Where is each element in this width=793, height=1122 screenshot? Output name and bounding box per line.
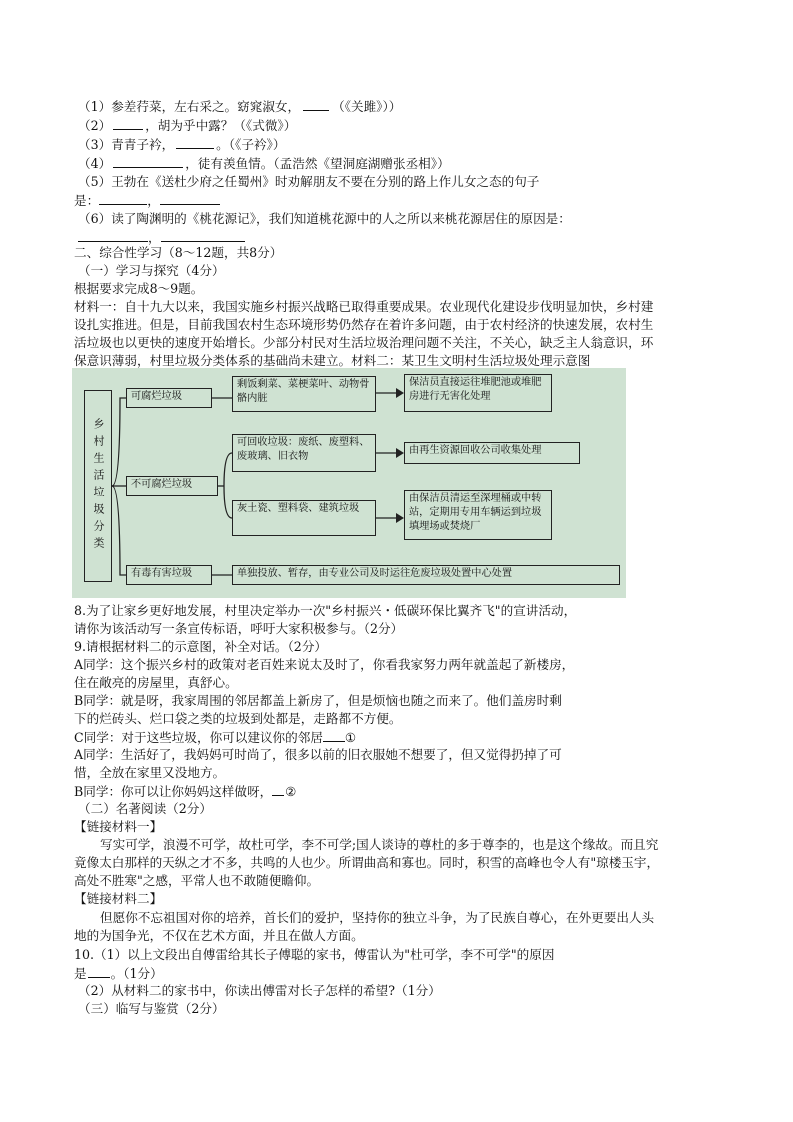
question-10-line: 10.（1）以上文段出自傅雷给其长子傅聪的家书，傅雷认为"杜可学，李不可学"的原因 — [74, 947, 555, 962]
passage-line: 写实可学，浪漫不可学，故杜可学，李不可学;国人谈诗的尊杜的多于尊李的，也是这个缘故。而且究 — [100, 837, 659, 852]
blank[interactable] — [113, 116, 143, 130]
item-box: 灰土瓷、塑料袋、建筑垃圾 — [232, 500, 376, 536]
passage-line: 地的为国争光，不仅在艺术方面，并且在做人方面。 — [74, 928, 364, 943]
question-8-line: 请你为该活动写一条宣传标语，呼吁大家积极参与。（2分） — [74, 621, 404, 636]
poem-line-4: （4） ，徒有羡鱼情。（孟浩然《望洞庭湖赠张丞相》） — [78, 156, 450, 171]
poem-line-3: （3）青青子衿， 。（《子衿》） — [78, 137, 286, 152]
dialogue-line: 住在敞亮的房屋里，真舒心。 — [74, 675, 238, 690]
dialogue-line: 惜，全放在家里又没地方。 — [74, 765, 226, 780]
item-box: 可回收垃圾：废纸、废塑料、废玻璃、旧衣物 — [232, 434, 376, 472]
dialogue-line: A同学：这个振兴乡村的政策对老百姓来说太及时了，你看我家努力两年就盖起了新楼房， — [74, 657, 575, 672]
dialogue-line: B同学：你可以让你妈妈这样做呀， ② — [74, 784, 297, 799]
subsection-title: （一）学习与探究（4分） — [78, 263, 225, 278]
dialogue-line: C同学：对于这些垃圾，你可以建议你的邻居 ① — [74, 730, 357, 745]
link-material-heading: 【链接材料二】 — [74, 891, 163, 906]
question-10-line: 是 。（1分） — [74, 966, 163, 981]
dialogue-line: B同学：就是呀，我家周围的邻居都盖上新房了，但是烦恼也随之而来了。他们盖房时剩 — [74, 693, 562, 708]
blank[interactable] — [176, 135, 214, 149]
dialogue-line: A同学：生活好了，我妈妈可时尚了，很多以前的旧衣服她不想要了，但又觉得扔掉了可 — [74, 747, 562, 762]
question-9-title: 9.请根据材料二的示意图，补全对话。（2分） — [74, 639, 328, 654]
subsection-title: （二）名著阅读（2分） — [78, 801, 212, 816]
material-line: 设扎实推进。但是，目前我国农村生态环境形势仍然存在着许多问题，由于农村经济的快速发展，农村生 — [74, 317, 654, 332]
category-box: 有毒有害垃圾 — [126, 565, 212, 585]
blank[interactable] — [323, 728, 345, 742]
question-8-line: 8.为了让家乡更好地发展，村里决定举办一次"乡村振兴・低碳环保比翼齐飞"的宣讲活动， — [74, 603, 577, 618]
garbage-classification-diagram — [72, 368, 626, 598]
blank[interactable] — [78, 228, 148, 242]
subsection-title: （三）临写与鉴赏（2分） — [78, 1001, 225, 1016]
material-line: 保意识薄弱，村里垃圾分类体系的基础尚未建立。材料二：某卫生文明村生活垃圾处理示意图 — [74, 353, 591, 368]
blank[interactable] — [161, 228, 245, 242]
blank[interactable] — [88, 964, 110, 978]
poem-line-2: （2） ，胡为乎中露？（《式微》） — [78, 118, 297, 133]
blank[interactable] — [113, 154, 183, 168]
passage-line: 高处不胜寒"之感，平常人也不敢随便瞻仰。 — [74, 873, 320, 888]
material-line: 材料一：自十九大以来，我国实施乡村振兴战略已取得重要成果。农业现代化建设步伐明显加快，乡村建 — [74, 299, 654, 314]
instruction: 根据要求完成8～9题。 — [74, 281, 204, 296]
root-box: 乡村生活垃圾分类 — [84, 390, 112, 582]
section-title: 二、综合性学习（8～12题，共8分） — [74, 245, 283, 260]
poem-line-5-answer: 是： ， — [74, 191, 220, 209]
category-box: 可腐烂垃圾 — [126, 388, 212, 408]
result-box: 保洁员直接运往堆肥池或堆肥房进行无害化处理 — [404, 374, 552, 412]
result-box: 由保洁员清运至深埋桶或中转站，定期用专用车辆运到垃圾填埋场或焚烧厂 — [404, 490, 552, 540]
poem-line-1: （1）参差荇菜，左右采之。窈窕淑女， （《关雎》）） — [78, 99, 402, 114]
item-box: 单独投放、暂存，由专业公司及时运往危废垃圾处置中心处置 — [232, 565, 620, 585]
material-line: 活垃圾也以更快的速度开始增长。少部分村民对生活垃圾治理问题不关注，不关心，缺乏主人翁意识，环 — [74, 335, 654, 350]
blank[interactable] — [99, 191, 147, 205]
passage-line: 但愿你不忘祖国对你的培养，首长们的爱护，坚持你的独立斗争，为了民族自尊心，在外更要出人头 — [100, 910, 655, 925]
category-box: 不可腐烂垃圾 — [126, 476, 218, 496]
blank[interactable] — [160, 191, 220, 205]
poem-line-6: （6）读了陶渊明的《桃花源记》，我们知道桃花源中的人之所以来桃花源居住的原因是： — [78, 211, 571, 226]
question-10-line: （2）从材料二的家书中，你读出傅雷对长子怎样的希望?（1分） — [78, 983, 441, 998]
dialogue-line: 下的烂砖头、烂口袋之类的垃圾到处都是，走路都不方便。 — [74, 711, 402, 726]
result-box: 由再生资源回收公司收集处理 — [404, 442, 580, 464]
link-material-heading: 【链接材料一】 — [74, 819, 163, 834]
passage-line: 竟像太白那样的天纵之才不多，共鸣的人也少。所谓曲高和寡也。同时，积雪的高峰也令人有"琼楼玉宇， — [74, 855, 660, 870]
blank[interactable] — [303, 97, 329, 111]
poem-line-6-answer: ， — [78, 228, 245, 246]
poem-line-5: （5）王勃在《送杜少府之任蜀州》时劝解朋友不要在分别的路上作儿女之态的句子 — [78, 174, 540, 189]
blank[interactable] — [272, 782, 284, 796]
item-box: 剩饭剩菜、菜梗菜叶、动物骨骼内脏 — [232, 376, 376, 412]
